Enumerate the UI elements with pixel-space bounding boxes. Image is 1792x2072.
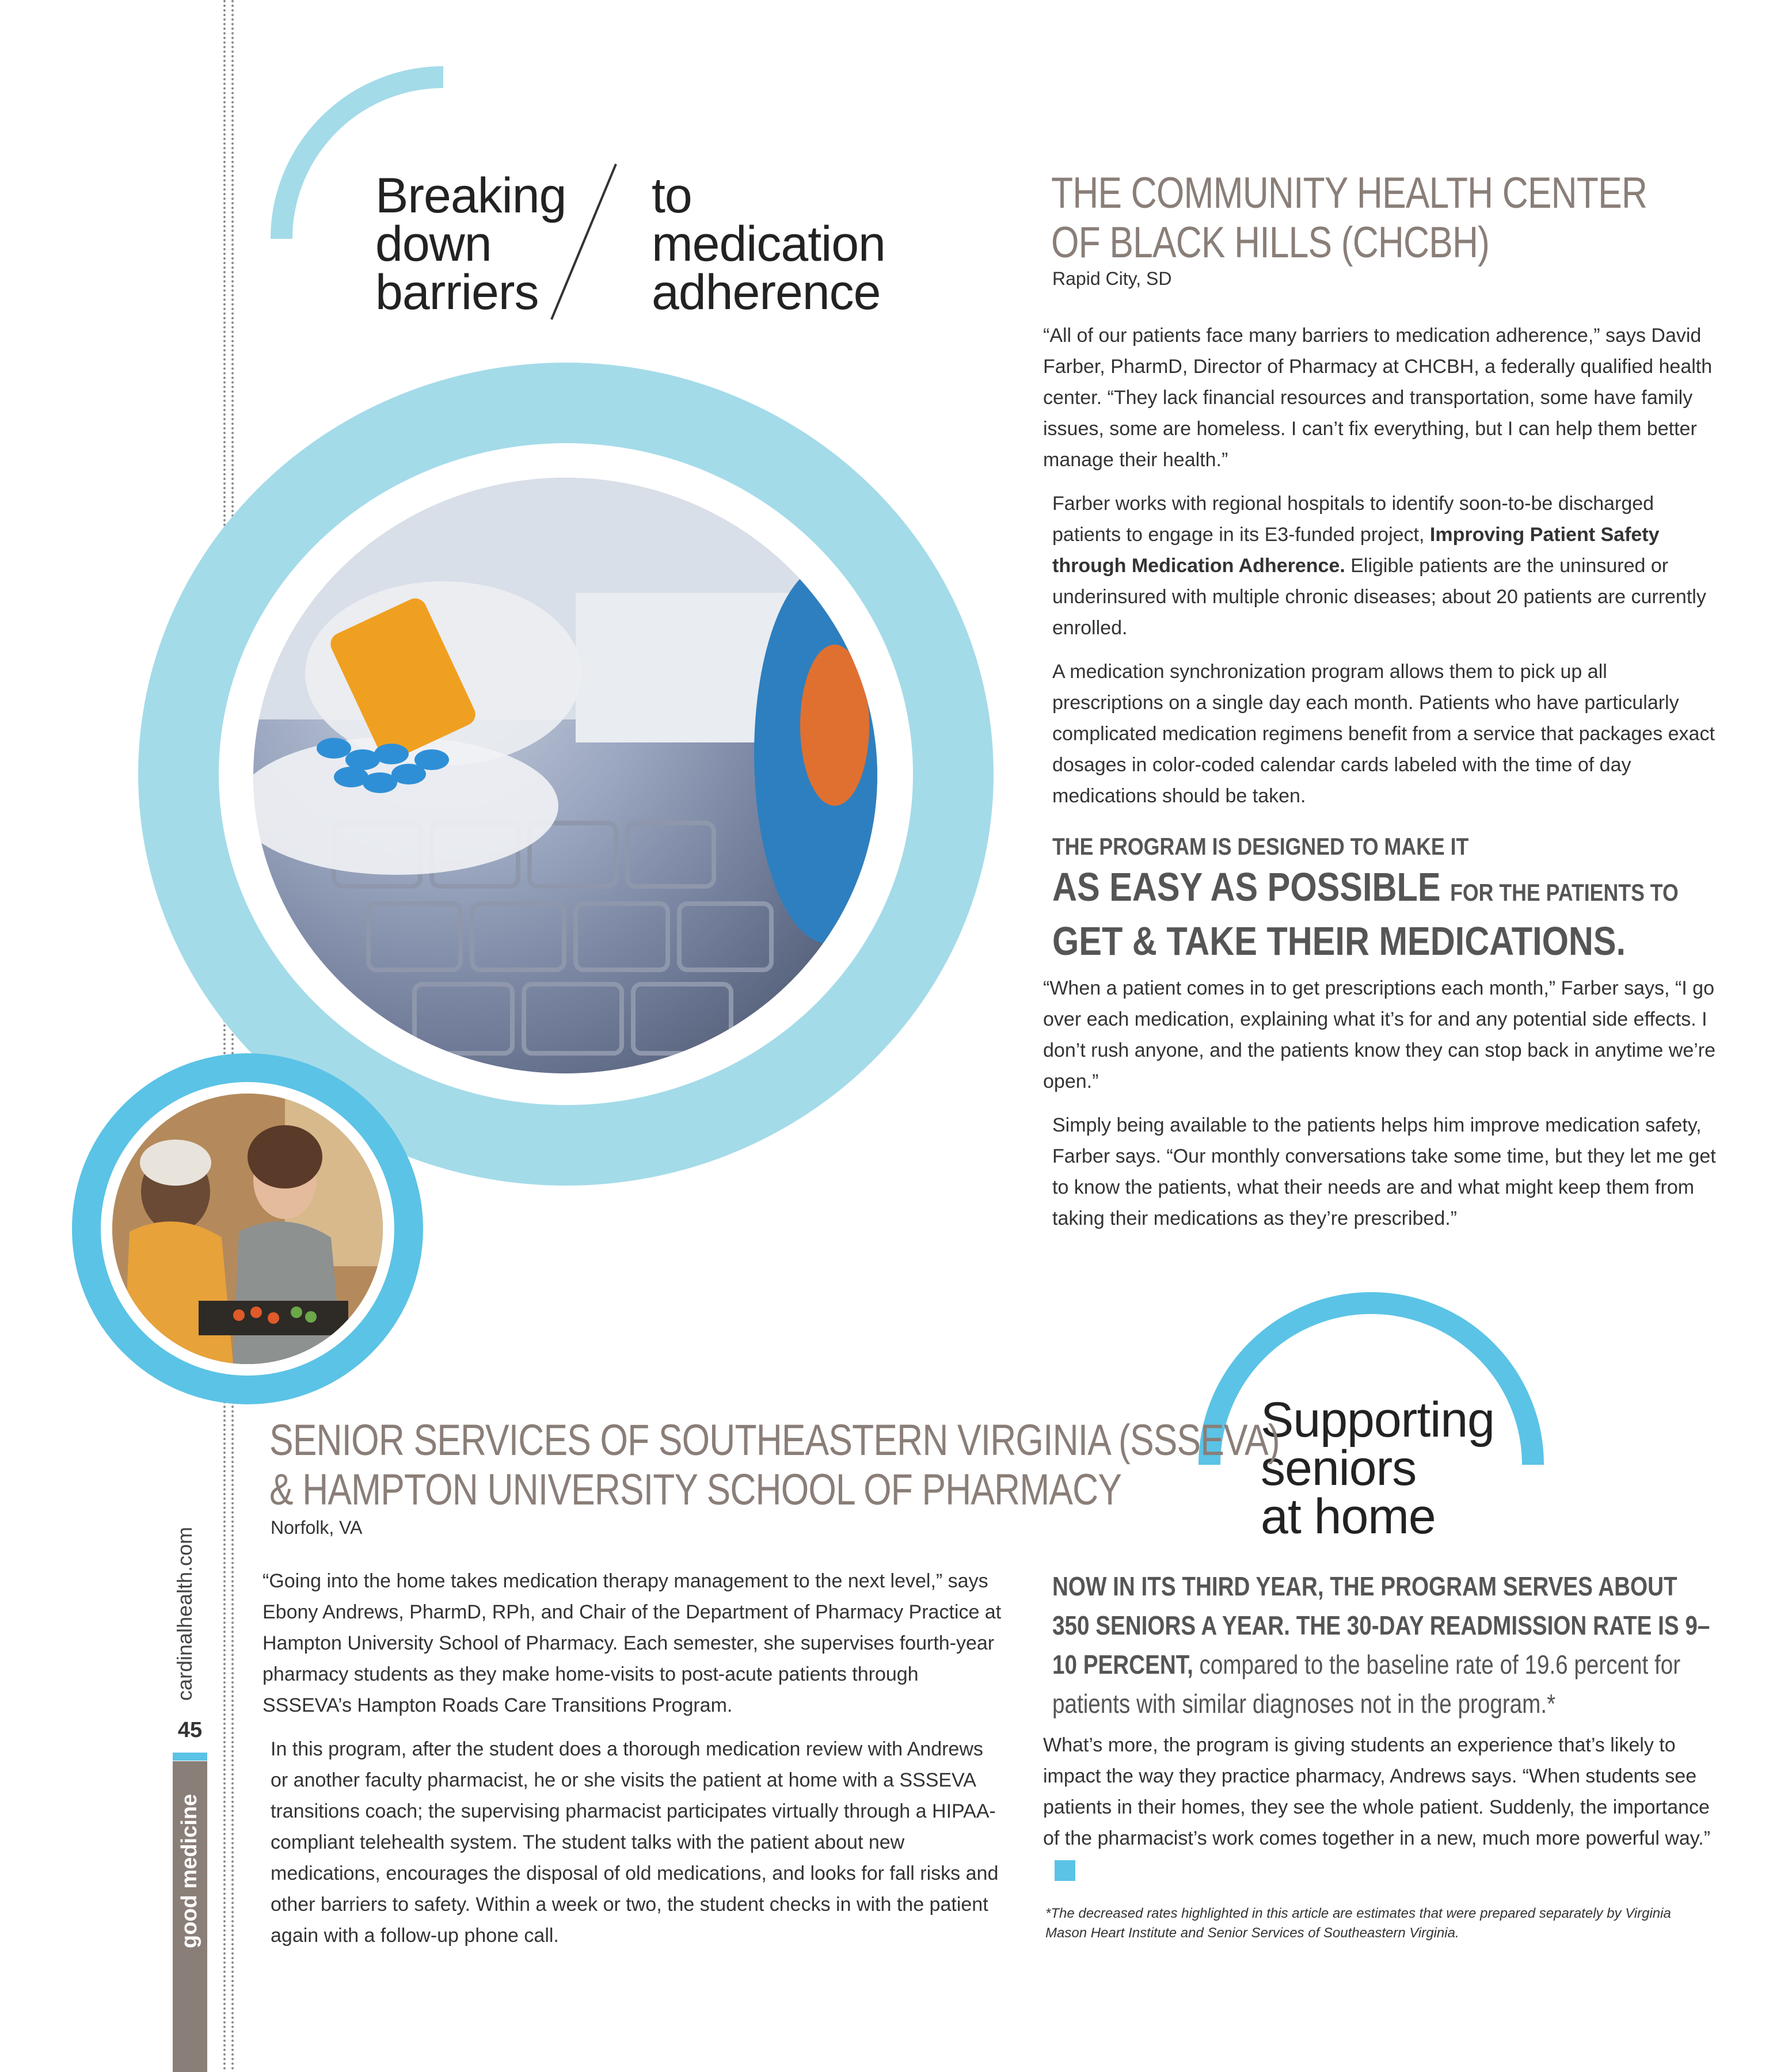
seniors-body [1043, 1730, 1722, 1898]
headline-right: to medication adherence [652, 168, 885, 320]
chcbh-paragraph-4: “When a patient comes in to get prescriptions each month,” Farber says, “I go over each medication, explaining what it’s for and any potential side effects. I don’t rush anyone, and the patients know they can stop back in anytime we’re open.” [1043, 977, 1716, 1092]
chcbh-body-top [1043, 320, 1722, 824]
seniors-paragraph-1: What’s more, the program is giving students an experience that’s likely to impact the way they practice pharmacy, Andrews says. “When students see patients in their homes, they see the whole patient. Suddenly, the importance of the pharmacist’s work comes together in a new, much more powerful way.” [1043, 1730, 1722, 1885]
chcbh-paragraph-2: Farber works with regional hospitals to identify soon-to-be discharged patients to engage in its E3-funded project, Improving Patient Safety through Medication Adherence. Eligible patients are the uninsured or underinsured with multiple chronic diseases; about 20 patients are currently enrolled. [1052, 493, 1706, 639]
website-label: cardinalhealth.com [173, 1526, 196, 1701]
page-number: 45 [177, 1718, 203, 1742]
ssseva-title: SENIOR SERVICES OF SOUTHEASTERN VIRGINIA (SSSEVA) & HAMPTON UNIVERSITY SCHOOL OF PHARMACY [269, 1416, 1280, 1514]
chcbh-paragraph-5: Simply being available to the patients helps him improve medication safety, Farber says. “Our monthly conversations take some time, but they let me get to know the patients, what their needs are and what might keep them from taking their medications as they’re prescribed.” [1052, 1114, 1716, 1229]
seniors-callout: NOW IN ITS THIRD YEAR, THE PROGRAM SERVES ABOUT 350 SENIORS A YEAR. THE 30-DAY READMISSION RATE IS 9–10 PERCENT, compared to the baseline rate of 19.6 percent for patients with similar diagnoses not in the program.* [1052, 1571, 1710, 1719]
footnote: *The decreased rates highlighted in this article are estimates that were prepared separately by Virginia Mason Heart Institute and Senior Services of Southeastern Virginia. [1045, 1906, 1671, 1941]
chcbh-paragraph-1: “All of our patients face many barriers to medication adherence,” says David Farber, PharmD, Director of Pharmacy at CHCBH, a federally qualified health center. “They lack financial resources and transportation, some have family issues, some are homeless. I can’t fix everything, but I can help them better manage their health.” [1043, 325, 1713, 471]
chcbh-callout: THE PROGRAM IS DESIGNED TO MAKE IT AS EASY AS POSSIBLE FOR THE PATIENTS TO GET & TAKE THEIR MEDICATIONS. [1052, 833, 1679, 963]
chcbh-paragraph-3: A medication synchronization program allows them to pick up all prescriptions on a single day each month. Patients who have particularly complicated medication regimens benefit from a service that packages exact dosages in color-coded calendar cards labeled with the time of day medications should be taken. [1052, 661, 1715, 807]
dotted-rule-2 [231, 0, 234, 2072]
pills-photo [253, 478, 877, 1073]
dotted-rule-1 [223, 0, 226, 2072]
headline-left: Breaking down barriers [375, 168, 566, 320]
ssseva-paragraph-1: “Going into the home takes medication therapy management to the next level,” says Ebony Andrews, PharmD, RPh, and Chair of the Department of Pharmacy Practice at Hampton University School of Pharmacy. Each semester, she supervises fourth-year pharmacy students as they make home-visits to post-acute patients through SSSEVA’s Hampton Roads Care Transitions Program. [262, 1570, 1002, 1716]
ssseva-body [262, 1566, 1005, 1964]
ssseva-location: Norfolk, VA [271, 1517, 363, 1538]
end-of-article-mark [1055, 1860, 1075, 1881]
chcbh-title: THE COMMUNITY HEALTH CENTER OF BLACK HILLS (CHCBH) [1051, 169, 1648, 267]
sidebar-accent [173, 1753, 207, 1761]
headline-slash [547, 161, 622, 322]
ssseva-paragraph-2: In this program, after the student does a thorough medication review with Andrews or another faculty pharmacist, he or she visits the patient at home with a SSSEVA transitions coach; the supervising pharmacist participates virtually through a HIPAA-compliant telehealth system. The student talks with the patient about new medications, encourages the disposal of old medications, and looks for fall risks and other barriers to safety. Within a week or two, the student checks in with the patient again with a follow-up phone call. [271, 1738, 999, 1947]
chcbh-body-bottom [1043, 973, 1722, 1247]
section-label: good medicine [177, 1793, 201, 1948]
headline-supporting: Supporting seniors at home [1261, 1392, 1494, 1544]
seniors-photo [112, 1094, 383, 1364]
chcbh-location: Rapid City, SD [1052, 268, 1172, 289]
